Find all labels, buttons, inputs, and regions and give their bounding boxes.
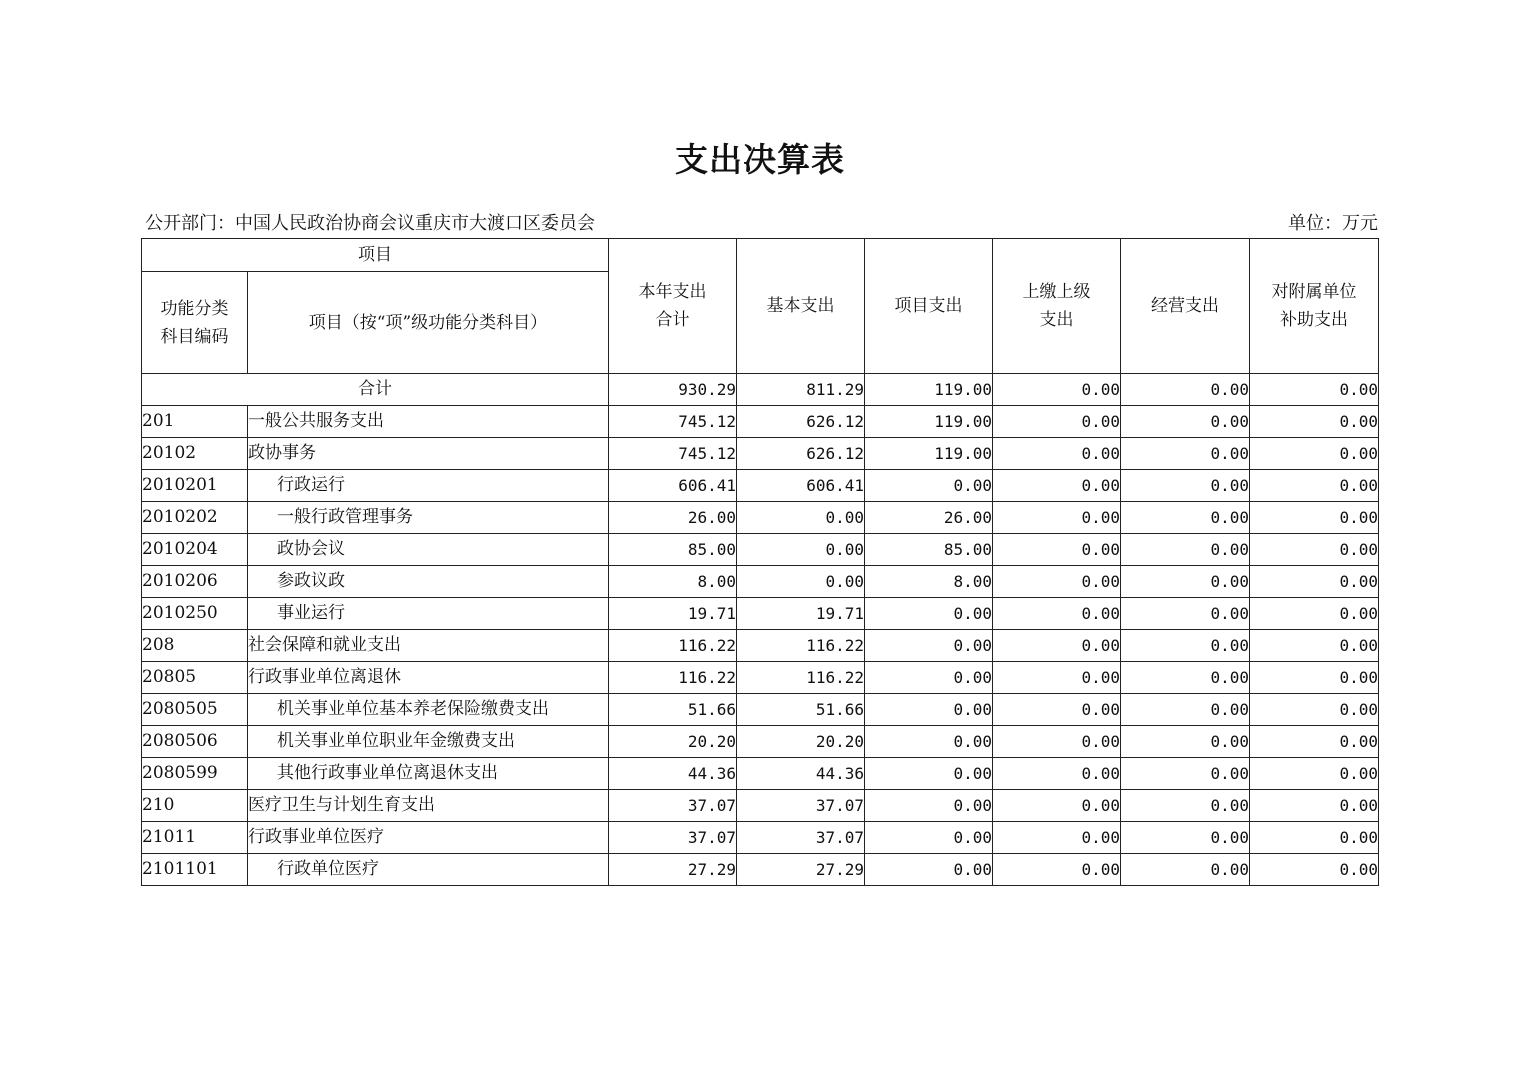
total-row-upper: 0.00 — [993, 374, 1121, 406]
cell-total: 44.36 — [609, 758, 737, 790]
cell-name: 行政运行 — [248, 470, 609, 502]
cell-name: 政协事务 — [248, 438, 609, 470]
cell-total: 85.00 — [609, 534, 737, 566]
cell-subsidy: 0.00 — [1250, 630, 1379, 662]
cell-project: 0.00 — [865, 758, 993, 790]
cell-name: 医疗卫生与计划生育支出 — [248, 790, 609, 822]
cell-upper: 0.00 — [993, 790, 1121, 822]
table-row — [142, 662, 1379, 694]
cell-subsidy: 0.00 — [1250, 438, 1379, 470]
cell-code: 2101101 — [142, 854, 248, 886]
cell-total: 745.12 — [609, 406, 737, 438]
cell-subsidy: 0.00 — [1250, 854, 1379, 886]
table-row — [142, 758, 1379, 790]
header-upper-line2: 支出 — [1039, 310, 1074, 330]
cell-upper: 0.00 — [993, 758, 1121, 790]
cell-subsidy: 0.00 — [1250, 534, 1379, 566]
total-row-label: 合计 — [142, 374, 609, 406]
total-row — [142, 374, 1379, 406]
cell-project: 0.00 — [865, 470, 993, 502]
table-row — [142, 854, 1379, 886]
header-upper-line1: 上缴上级 — [1022, 282, 1091, 302]
cell-name: 其他行政事业单位离退休支出 — [248, 758, 609, 790]
cell-upper: 0.00 — [993, 662, 1121, 694]
cell-upper: 0.00 — [993, 438, 1121, 470]
cell-project: 8.00 — [865, 566, 993, 598]
cell-upper: 0.00 — [993, 406, 1121, 438]
cell-business: 0.00 — [1121, 694, 1250, 726]
cell-basic: 37.07 — [737, 790, 865, 822]
cell-basic: 626.12 — [737, 438, 865, 470]
table-row — [142, 438, 1379, 470]
cell-business: 0.00 — [1121, 726, 1250, 758]
cell-upper: 0.00 — [993, 726, 1121, 758]
header-code-line2: 科目编码 — [160, 326, 229, 347]
header-basic: 基本支出 — [737, 239, 865, 374]
cell-business: 0.00 — [1121, 438, 1250, 470]
cell-subsidy: 0.00 — [1250, 822, 1379, 854]
cell-subsidy: 0.00 — [1250, 790, 1379, 822]
cell-upper: 0.00 — [993, 502, 1121, 534]
cell-name: 行政事业单位医疗 — [248, 822, 609, 854]
table-row — [142, 630, 1379, 662]
meta-row — [143, 212, 1378, 236]
cell-name: 机关事业单位职业年金缴费支出 — [248, 726, 609, 758]
cell-basic: 51.66 — [737, 694, 865, 726]
cell-project: 0.00 — [865, 598, 993, 630]
header-project-group: 项目 — [142, 239, 609, 272]
cell-total: 8.00 — [609, 566, 737, 598]
cell-basic: 44.36 — [737, 758, 865, 790]
cell-project: 0.00 — [865, 790, 993, 822]
cell-code: 2010202 — [142, 502, 248, 534]
cell-name: 一般行政管理事务 — [248, 502, 609, 534]
table-row — [142, 534, 1379, 566]
cell-basic: 27.29 — [737, 854, 865, 886]
cell-business: 0.00 — [1121, 662, 1250, 694]
cell-code: 2010250 — [142, 598, 248, 630]
unit-label: 单位：万元 — [1288, 213, 1378, 234]
cell-business: 0.00 — [1121, 854, 1250, 886]
cell-total: 37.07 — [609, 822, 737, 854]
cell-project: 0.00 — [865, 822, 993, 854]
cell-name: 一般公共服务支出 — [248, 406, 609, 438]
cell-name: 行政事业单位离退休 — [248, 662, 609, 694]
cell-basic: 626.12 — [737, 406, 865, 438]
cell-project: 0.00 — [865, 694, 993, 726]
cell-upper: 0.00 — [993, 694, 1121, 726]
cell-name: 事业运行 — [248, 598, 609, 630]
cell-code: 2080599 — [142, 758, 248, 790]
cell-project: 0.00 — [865, 662, 993, 694]
cell-code: 20805 — [142, 662, 248, 694]
expenditure-table — [141, 238, 1379, 886]
cell-business: 0.00 — [1121, 822, 1250, 854]
cell-subsidy: 0.00 — [1250, 566, 1379, 598]
cell-name: 机关事业单位基本养老保险缴费支出 — [248, 694, 609, 726]
cell-total: 51.66 — [609, 694, 737, 726]
cell-total: 20.20 — [609, 726, 737, 758]
cell-basic: 0.00 — [737, 534, 865, 566]
cell-code: 210 — [142, 790, 248, 822]
table-row — [142, 502, 1379, 534]
header-subsidy-line1: 对附属单位 — [1271, 282, 1357, 302]
department-label: 公开部门：中国人民政治协商会议重庆市大渡口区委员会 — [145, 213, 595, 234]
cell-code: 2080506 — [142, 726, 248, 758]
total-row-total: 930.29 — [609, 374, 737, 406]
table-row — [142, 726, 1379, 758]
table-row — [142, 406, 1379, 438]
header-business: 经营支出 — [1121, 239, 1250, 374]
cell-basic: 116.22 — [737, 630, 865, 662]
cell-code: 201 — [142, 406, 248, 438]
header-subsidy — [1250, 239, 1379, 374]
cell-basic: 0.00 — [737, 566, 865, 598]
cell-total: 37.07 — [609, 790, 737, 822]
cell-total: 116.22 — [609, 662, 737, 694]
cell-business: 0.00 — [1121, 566, 1250, 598]
header-code-line1: 功能分类 — [160, 298, 229, 319]
header-upper — [993, 239, 1121, 374]
cell-subsidy: 0.00 — [1250, 726, 1379, 758]
cell-subsidy: 0.00 — [1250, 406, 1379, 438]
cell-total: 745.12 — [609, 438, 737, 470]
cell-business: 0.00 — [1121, 758, 1250, 790]
cell-total: 606.41 — [609, 470, 737, 502]
cell-project: 119.00 — [865, 438, 993, 470]
table-row — [142, 566, 1379, 598]
cell-basic: 0.00 — [737, 502, 865, 534]
cell-code: 2010201 — [142, 470, 248, 502]
cell-basic: 20.20 — [737, 726, 865, 758]
cell-project: 0.00 — [865, 854, 993, 886]
cell-upper: 0.00 — [993, 630, 1121, 662]
cell-business: 0.00 — [1121, 790, 1250, 822]
cell-project: 85.00 — [865, 534, 993, 566]
cell-code: 21011 — [142, 822, 248, 854]
cell-name: 社会保障和就业支出 — [248, 630, 609, 662]
header-total-line1: 本年支出 — [638, 282, 707, 302]
cell-code: 20102 — [142, 438, 248, 470]
cell-basic: 606.41 — [737, 470, 865, 502]
cell-basic: 37.07 — [737, 822, 865, 854]
cell-subsidy: 0.00 — [1250, 502, 1379, 534]
cell-name: 行政单位医疗 — [248, 854, 609, 886]
header-code — [142, 272, 248, 374]
cell-upper: 0.00 — [993, 598, 1121, 630]
cell-upper: 0.00 — [993, 854, 1121, 886]
cell-code: 2010206 — [142, 566, 248, 598]
cell-upper: 0.00 — [993, 566, 1121, 598]
cell-business: 0.00 — [1121, 406, 1250, 438]
cell-project: 26.00 — [865, 502, 993, 534]
cell-business: 0.00 — [1121, 534, 1250, 566]
header-project: 项目支出 — [865, 239, 993, 374]
table-row — [142, 598, 1379, 630]
cell-subsidy: 0.00 — [1250, 694, 1379, 726]
cell-code: 208 — [142, 630, 248, 662]
header-total — [609, 239, 737, 374]
cell-project: 0.00 — [865, 726, 993, 758]
table-row — [142, 790, 1379, 822]
table-row — [142, 470, 1379, 502]
cell-name: 参政议政 — [248, 566, 609, 598]
cell-total: 116.22 — [609, 630, 737, 662]
cell-code: 2080505 — [142, 694, 248, 726]
cell-project: 0.00 — [865, 630, 993, 662]
total-row-business: 0.00 — [1121, 374, 1250, 406]
cell-business: 0.00 — [1121, 502, 1250, 534]
header-total-line2: 合计 — [655, 310, 690, 330]
cell-business: 0.00 — [1121, 598, 1250, 630]
cell-business: 0.00 — [1121, 630, 1250, 662]
header-subsidy-line2: 补助支出 — [1280, 310, 1348, 330]
cell-subsidy: 0.00 — [1250, 598, 1379, 630]
cell-basic: 19.71 — [737, 598, 865, 630]
header-name: 项目（按“项”级功能分类科目） — [248, 272, 609, 374]
cell-subsidy: 0.00 — [1250, 662, 1379, 694]
total-row-subsidy: 0.00 — [1250, 374, 1379, 406]
table-row — [142, 822, 1379, 854]
cell-project: 119.00 — [865, 406, 993, 438]
total-row-project: 119.00 — [865, 374, 993, 406]
cell-upper: 0.00 — [993, 470, 1121, 502]
cell-code: 2010204 — [142, 534, 248, 566]
cell-name: 政协会议 — [248, 534, 609, 566]
page-title: 支出决算表 — [675, 140, 845, 179]
cell-total: 27.29 — [609, 854, 737, 886]
cell-subsidy: 0.00 — [1250, 758, 1379, 790]
cell-upper: 0.00 — [993, 822, 1121, 854]
cell-basic: 116.22 — [737, 662, 865, 694]
table-row — [142, 694, 1379, 726]
cell-upper: 0.00 — [993, 534, 1121, 566]
total-row-basic: 811.29 — [737, 374, 865, 406]
cell-total: 26.00 — [609, 502, 737, 534]
cell-total: 19.71 — [609, 598, 737, 630]
cell-business: 0.00 — [1121, 470, 1250, 502]
cell-subsidy: 0.00 — [1250, 470, 1379, 502]
